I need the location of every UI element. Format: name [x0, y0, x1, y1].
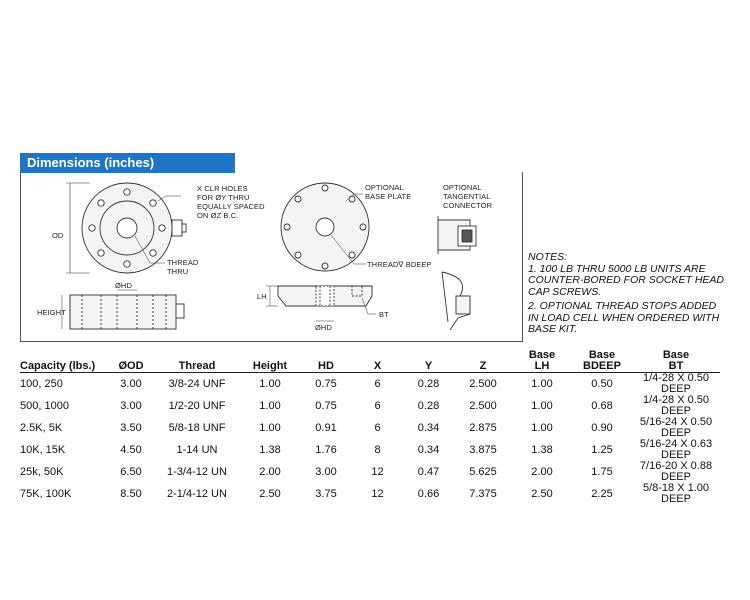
- table-cell: 3.50: [120, 421, 142, 434]
- connector-label-line: CONNECTOR: [443, 201, 493, 210]
- table-cell: 5/8-18 UNF: [168, 421, 226, 434]
- table-cell: 1-14 UN: [176, 443, 218, 456]
- base-plate-label: [365, 183, 411, 201]
- table-cell: 0.34: [417, 421, 440, 434]
- table-cell: 1.76: [315, 443, 337, 456]
- hd2-label: ØHD: [315, 323, 332, 332]
- column-header: Y: [403, 344, 454, 373]
- table-cell: 2-1/4-12 UN: [167, 487, 227, 500]
- table-cell: 1.00: [531, 421, 553, 434]
- table-cell: 5/16-24 X 0.63 DEEP: [639, 438, 713, 461]
- column-header: Thread: [154, 344, 240, 373]
- table-cell: 3/8-24 UNF: [168, 377, 226, 390]
- table-cell: 1.75: [591, 465, 613, 478]
- holes-label-line: X CLR HOLES: [197, 184, 248, 193]
- holes-label-line: EQUALLY SPACED: [197, 202, 265, 211]
- table-cell: 6: [374, 377, 381, 390]
- connector-label: [443, 183, 492, 210]
- table-cell: 0.28: [417, 377, 440, 390]
- notes-block: [528, 252, 728, 339]
- table-cell: 7.375: [469, 487, 497, 500]
- table-cell: 2.25: [591, 487, 613, 500]
- dimensions-table: [20, 344, 720, 505]
- thread-label-line: THREAD: [167, 258, 199, 267]
- table-cell: 25k, 50K: [20, 465, 64, 478]
- table-cell: 2.5K, 5K: [20, 421, 63, 434]
- column-header: Base BDEEP: [572, 344, 632, 373]
- holes-label: [197, 184, 265, 220]
- table-cell: 2.00: [259, 465, 281, 478]
- table-cell: 1/2-20 UNF: [168, 399, 226, 412]
- column-header: HD: [300, 344, 352, 373]
- section-title: Dimensions (inches): [20, 153, 235, 173]
- table-cell: 1.00: [259, 421, 281, 434]
- table-cell: 1.00: [259, 377, 281, 390]
- table-cell: 0.68: [591, 399, 613, 412]
- table-cell: 3.875: [469, 443, 497, 456]
- table-cell: 5/16-24 X 0.50 DEEP: [639, 416, 713, 439]
- table-cell: 1.38: [531, 443, 553, 456]
- table-row: [20, 439, 720, 461]
- table-cell: 0.75: [315, 399, 337, 412]
- table-cell: 5.625: [469, 465, 497, 478]
- bt-label: BT: [379, 310, 389, 319]
- table-cell: 3.00: [120, 399, 142, 412]
- column-header: ØOD: [108, 344, 154, 373]
- table-cell: 6.50: [120, 465, 142, 478]
- connector-label-line: OPTIONAL: [443, 183, 482, 192]
- table-cell: 500, 1000: [20, 399, 69, 412]
- lh-label: LH: [257, 292, 267, 301]
- table-cell: 4.50: [120, 443, 142, 456]
- notes-title: NOTES:: [528, 251, 568, 263]
- table-cell: 0.28: [417, 399, 440, 412]
- holes-label-line: FOR ØY THRU: [197, 193, 250, 202]
- table-row: [20, 461, 720, 483]
- column-header: Base BT: [632, 344, 720, 373]
- connector-label-line: TANGENTIAL: [443, 192, 491, 201]
- table-cell: 6: [374, 421, 381, 434]
- column-header: Z: [454, 344, 512, 373]
- load-cell-side-view: [62, 290, 184, 329]
- table-cell: 0.91: [315, 421, 337, 434]
- table-row: [20, 373, 720, 396]
- table-cell: 1.00: [531, 399, 553, 412]
- table-row: [20, 483, 720, 505]
- table-cell: 0.66: [417, 487, 440, 500]
- base-plate-top-view: [281, 183, 369, 271]
- note-item: 1. 100 LB THRU 5000 LB UNITS ARE COUNTER-BORED FOR SOCKET HEAD CAP SCREWS.: [528, 262, 725, 298]
- od-label: OD: [52, 231, 64, 240]
- base-plate-label-line: BASE PLATE: [365, 192, 412, 201]
- table-row: [20, 417, 720, 439]
- table-cell: 1.00: [531, 377, 553, 390]
- table-cell: 100, 250: [20, 377, 63, 390]
- table-cell: 10K, 15K: [20, 443, 66, 456]
- table-cell: 8.50: [120, 487, 142, 500]
- table-cell: 2.875: [469, 421, 497, 434]
- table-cell: 2.500: [469, 377, 497, 390]
- hd-label: ØHD: [115, 281, 132, 290]
- base-plate-side-view: [266, 286, 376, 321]
- table-cell: 8: [374, 443, 381, 456]
- table-cell: 6: [374, 399, 381, 412]
- table-cell: 1.25: [591, 443, 613, 456]
- table-body: [20, 373, 720, 506]
- table-header-row: [20, 344, 720, 373]
- table-cell: 7/16-20 X 0.88 DEEP: [639, 460, 713, 483]
- table-cell: 12: [371, 487, 384, 500]
- thread-label-line: THRU: [167, 267, 189, 276]
- table-cell: 12: [371, 465, 384, 478]
- table-cell: 1.38: [259, 443, 281, 456]
- thread-bdeep-label: THREAD∇ BDEEP: [367, 260, 432, 269]
- table-cell: 1.00: [259, 399, 281, 412]
- table-cell: 3.75: [315, 487, 337, 500]
- table-cell: 0.75: [315, 377, 337, 390]
- table-cell: 2.500: [469, 399, 497, 412]
- holes-label-line: ON ØZ B.C.: [197, 211, 239, 220]
- table-cell: 3.00: [120, 377, 142, 390]
- column-header: Base LH: [512, 344, 572, 373]
- column-header: X: [352, 344, 403, 373]
- column-header: Capacity (lbs.): [20, 344, 108, 373]
- table-cell: 2.50: [259, 487, 281, 500]
- table-cell: 1/4-28 X 0.50 DEEP: [642, 394, 710, 417]
- table-cell: 1/4-28 X 0.50 DEEP: [642, 372, 710, 395]
- table-cell: 0.90: [591, 421, 613, 434]
- table-cell: 3.00: [315, 465, 337, 478]
- table-cell: 2.00: [531, 465, 553, 478]
- table-cell: 75K, 100K: [20, 487, 72, 500]
- column-header: Height: [240, 344, 300, 373]
- table-cell: 0.47: [417, 465, 440, 478]
- height-label: HEIGHT: [37, 308, 66, 317]
- note-item: 2. OPTIONAL THREAD STOPS ADDED IN LOAD CELL WHEN ORDERED WITH BASE KIT.: [528, 300, 720, 335]
- table-cell: 5/8-18 X 1.00 DEEP: [642, 482, 710, 505]
- table-cell: 2.50: [531, 487, 553, 500]
- table-cell: 0.34: [417, 443, 440, 456]
- table-cell: 1-3/4-12 UN: [167, 465, 227, 478]
- table-row: [20, 395, 720, 417]
- thread-label: [167, 258, 198, 276]
- table-cell: 0.50: [591, 377, 613, 390]
- base-plate-label-line: OPTIONAL: [365, 183, 404, 192]
- connector-detail: [438, 216, 476, 330]
